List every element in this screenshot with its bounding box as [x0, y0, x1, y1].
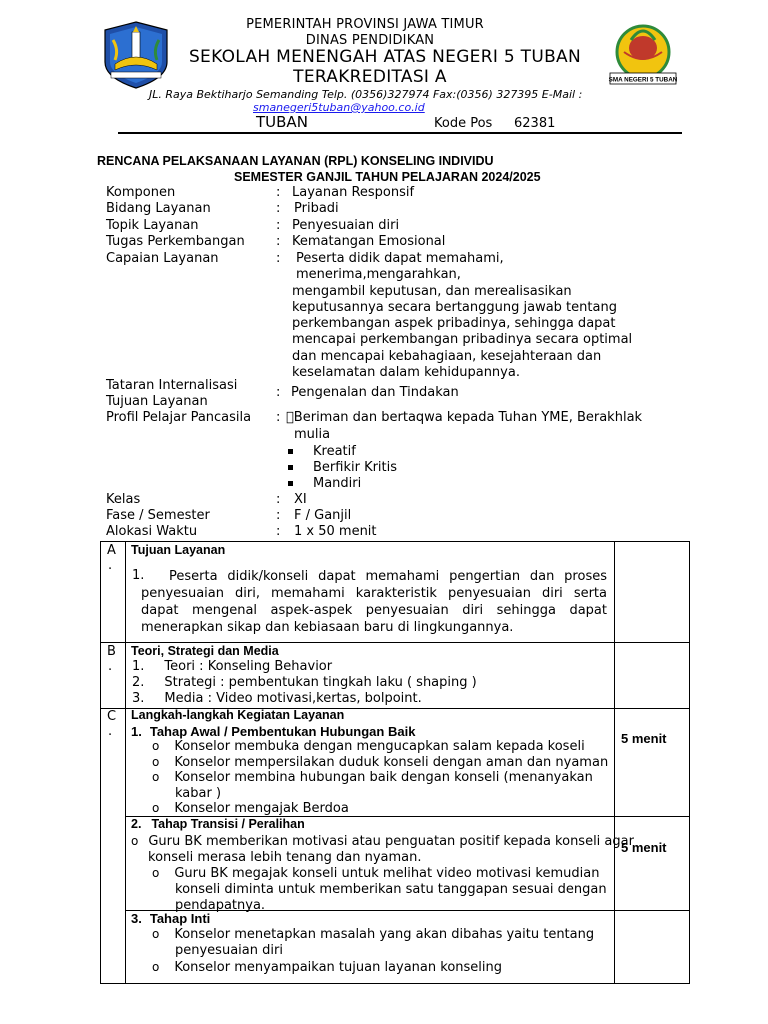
section-b-title: Teori, Strategi dan Media: [131, 644, 279, 658]
topik-value: Penyesuaian diri: [292, 218, 400, 233]
bidang-colon: :: [276, 201, 281, 216]
step1-item: o Konselor membuka dengan mengucapkan salam kepada koseli: [152, 739, 585, 754]
capaian-colon: :: [276, 251, 281, 266]
step1-time: 5 menit: [621, 731, 667, 746]
capaian-line: mencapai perkembangan pribadinya secara optimal: [292, 332, 633, 348]
capaian-value: [292, 251, 652, 381]
section-c-title: Langkah-langkah Kegiatan Layanan: [131, 708, 345, 722]
table-border: [100, 983, 690, 984]
square-bullet-icon: [288, 481, 293, 486]
section-c-letter: C: [107, 709, 117, 724]
section-b-item: 3. Media : Video motivasi,kertas, bolpoint.: [132, 691, 422, 706]
tataran-label: Tataran Internalisasi: [106, 378, 238, 393]
section-b-item: 2. Strategi : pembentukan tingkah laku ( shaping ): [132, 675, 477, 690]
capaian-line: keputusannya secara bertanggung jawab tentang: [292, 299, 617, 315]
section-a-letter: A: [107, 543, 116, 558]
header-address: JL. Raya Bektiharjo Semanding Telp. (0356)327974 Fax:(0356) 327395 E-Mail :: [149, 88, 583, 101]
capaian-line: keselamatan dalam kehidupannya.: [292, 365, 520, 381]
capaian-line: dan mencapai kebahagiaan, kesejahteraan dan: [292, 348, 602, 364]
table-border: [689, 541, 690, 984]
fase-value: F / Ganjil: [294, 508, 352, 523]
section-a-title: Tujuan Layanan: [131, 543, 226, 557]
profil-label: Profil Pelajar Pancasila: [106, 410, 252, 425]
step3-list: [152, 926, 594, 976]
step2-heading: 2. Tahap Transisi / Peralihan: [131, 817, 305, 831]
right-logo-text: SMA NEGERI 5 TUBAN: [608, 76, 678, 84]
tugas-value: Kematangan Emosional: [292, 234, 446, 249]
tugas-colon: :: [276, 234, 281, 249]
table-border: [100, 642, 690, 643]
header-postal-code: 62381: [514, 116, 556, 131]
step2-item: o Guru BK memberikan motivasi atau penguatan positif kepada konseli agar konseli merasa lebih tenang dan nyaman.: [131, 834, 634, 865]
document-title: RENCANA PELAKSANAAN LAYANAN (RPL) KONSELING INDIVIDU: [97, 154, 494, 168]
alokasi-value: 1 x 50 menit: [294, 524, 377, 539]
table-border: [100, 541, 101, 984]
section-b-dot: .: [108, 659, 113, 674]
tataran-value: Pengenalan dan Tindakan: [291, 385, 459, 400]
bidang-label: Bidang Layanan: [106, 201, 211, 216]
step1-item-cont: kabar ): [175, 785, 222, 801]
section-a-line: dapat mengenal aspek-aspek penyesuaian diri sehingga dapat: [141, 603, 607, 618]
header-line2: DINAS PENDIDIKAN: [305, 33, 435, 48]
section-a-line: penyesuaian diri, memahami karakteristik penyesuaian diri serta: [141, 586, 607, 601]
square-bullet-icon: [288, 449, 293, 454]
header-accreditation: TERAKREDITASI A: [293, 67, 447, 87]
step1-heading: 1. Tahap Awal / Pembentukan Hubungan Baik: [131, 724, 416, 739]
right-logo: [604, 18, 682, 88]
komponen-label: Komponen: [106, 185, 176, 200]
table-border: [125, 541, 126, 984]
step3-item: o Konselor menyampaikan tujuan layanan konseling: [152, 960, 503, 975]
topik-colon: :: [276, 218, 281, 233]
step2-time: 5 menit: [621, 840, 667, 855]
profil-colon: :: [276, 410, 281, 425]
section-b-item: 1. Teori : Konseling Behavior: [132, 659, 333, 674]
capaian-line: mengambil keputusan, dan merealisasikan: [292, 283, 572, 299]
profil-bullet: Kreatif: [288, 444, 356, 459]
header-school-name: SEKOLAH MENENGAH ATAS NEGERI 5 TUBAN: [188, 47, 582, 67]
section-c-dot: .: [108, 724, 113, 739]
kelas-label: Kelas: [106, 492, 141, 507]
table-border: [614, 541, 615, 984]
square-bullet-icon: [288, 465, 293, 470]
komponen-value: Layanan Responsif: [292, 185, 415, 200]
section-a-num: 1.: [132, 568, 145, 583]
header-divider: [118, 132, 682, 134]
header-line1: PEMERINTAH PROVINSI JAWA TIMUR: [246, 17, 484, 32]
document-subtitle: SEMESTER GANJIL TAHUN PELAJARAN 2024/2025: [234, 170, 541, 184]
profil-value-cont: mulia: [294, 427, 331, 442]
bidang-value: Pribadi: [294, 201, 339, 216]
step1-item: o Konselor mengajak Berdoa: [152, 801, 349, 817]
step3-item: o Konselor menetapkan masalah yang akan dibahas yaitu tentang: [152, 927, 595, 942]
fase-label: Fase / Semester: [106, 508, 210, 523]
sma5-tuban-emblem-icon: [604, 18, 682, 88]
capaian-line: perkembangan aspek pribadinya, sehingga dapat: [292, 316, 616, 332]
section-a-dot: .: [108, 558, 113, 573]
capaian-label: Capaian Layanan: [106, 251, 219, 266]
alokasi-colon: :: [276, 524, 281, 539]
header-postal-label: Kode Pos: [434, 116, 493, 131]
header-email[interactable]: smanegeri5tuban@yahoo.co.id: [253, 101, 425, 114]
step3-item-cont: penyesuaian diri: [175, 943, 283, 958]
step1-item: o Konselor mempersilakan duduk konseli dengan aman dan nyaman: [152, 754, 609, 770]
section-a-text: [141, 568, 607, 636]
tataran-label-2: Tujuan Layanan: [106, 394, 208, 409]
komponen-colon: :: [276, 185, 281, 200]
section-b-letter: B: [107, 644, 116, 659]
profil-bullet: Mandiri: [288, 476, 361, 491]
alokasi-label: Alokasi Waktu: [106, 524, 198, 539]
kelas-colon: :: [276, 492, 281, 507]
header-city: TUBAN: [256, 113, 308, 131]
fase-colon: :: [276, 508, 281, 523]
step2-item: o Guru BK megajak konseli untuk melihat video motivasi kemudian konseli diminta untuk memberikan satu tanggapan sesuai dengan pendapatnya.: [152, 866, 607, 913]
step3-heading: 3. Tahap Inti: [131, 911, 211, 926]
tugas-label: Tugas Perkembangan: [106, 234, 245, 249]
step1-list: [152, 739, 608, 817]
section-a-line: Peserta didik/konseli dapat memahami pengertian dan proses: [169, 569, 607, 584]
kelas-value: XI: [294, 492, 307, 507]
profil-value: Beriman dan bertaqwa kepada Tuhan YME, Berakhlak: [286, 410, 635, 425]
capaian-line: Peserta didik dapat memahami, menerima,mengarahkan,: [296, 251, 504, 283]
profil-bullet: Berfikir Kritis: [288, 460, 397, 475]
topik-label: Topik Layanan: [106, 218, 199, 233]
section-a-line: menerapkan sikap dan kebiasaan baru di lingkungannya.: [141, 620, 514, 635]
table-border: [100, 541, 690, 542]
tataran-colon: :: [276, 385, 281, 400]
step1-item: o Konselor membina hubungan baik dengan konseli (menanyakan: [152, 770, 593, 786]
